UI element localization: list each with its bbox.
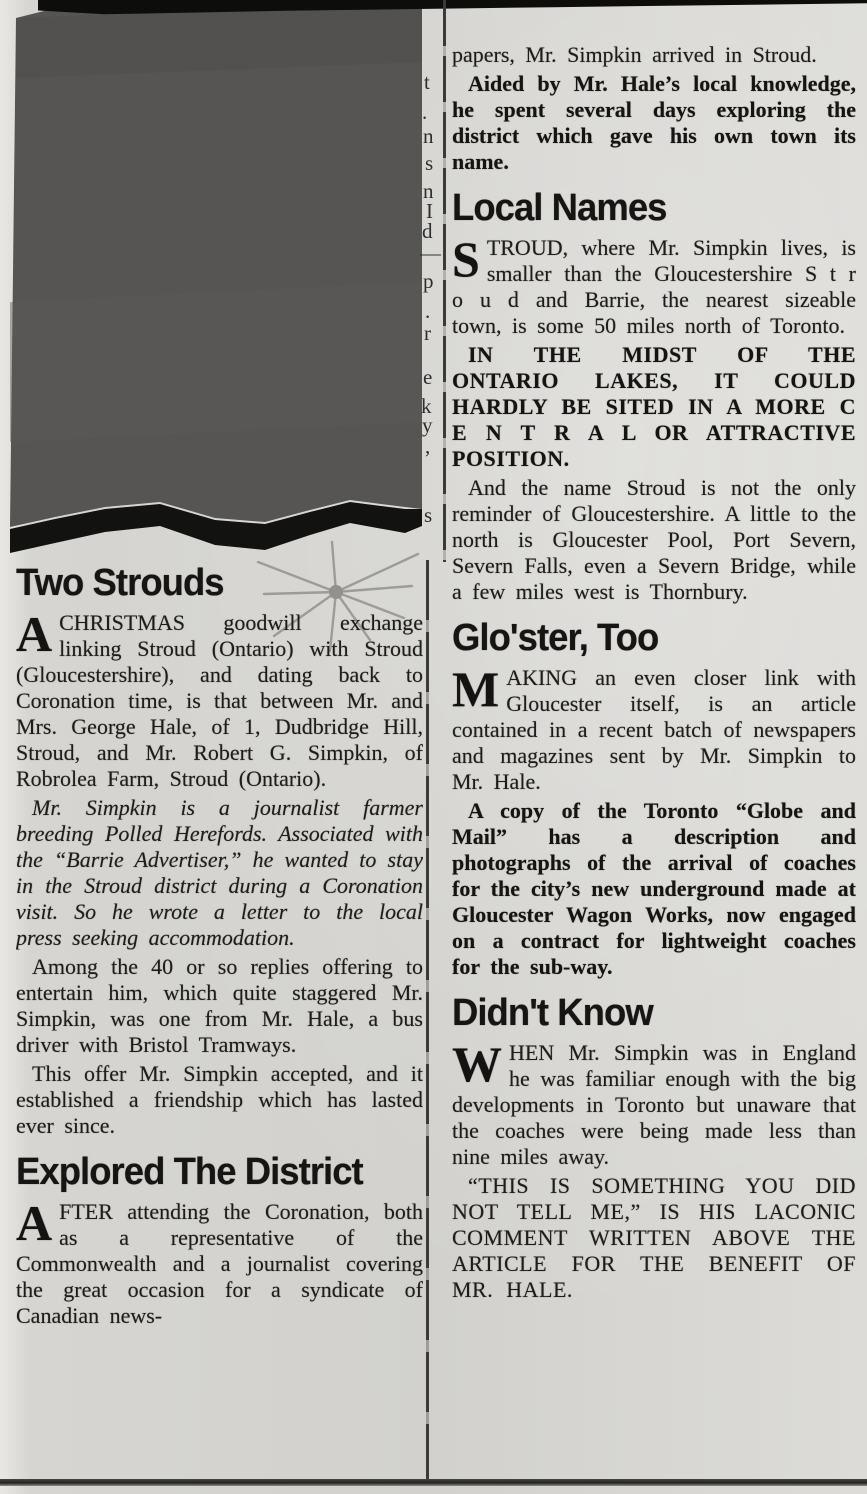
cut-text-fragment: t — [424, 70, 430, 94]
cut-text-fragment: I — [426, 199, 433, 223]
cut-text-fragment: s — [425, 151, 434, 175]
article-paragraph: papers, Mr. Simpkin arrived in Stroud. — [452, 42, 817, 67]
headline-explored-the-district: Explored The District — [16, 1151, 363, 1193]
drop-cap: S — [452, 231, 480, 287]
article-paragraph: A copy of the Toronto “Globe and Mail” has a description and photographs of the arrival of coaches for the city’s new underground made at Gloucester Wagon Works, now engaged on a contract for lightweight coaches for the sub-way. — [452, 798, 856, 979]
dark-paper — [10, 2, 422, 527]
drop-cap: W — [452, 1036, 502, 1092]
drop-cap: M — [452, 661, 500, 717]
cut-text-fragment: — — [420, 241, 441, 265]
article-paragraph: ACHRISTMAS goodwill exchange linking Stroud (Ontario) with Stroud (Gloucestershire), and dating back to Coronation time, is that between Mr. and Mrs. George Hale, of 1, Dudbridge Hill, Stroud, and Mr. Robert G. Simpkin, of Robrolea Farm, Stroud (Ontario). — [16, 606, 423, 791]
cut-text-fragment: . — [425, 299, 431, 323]
article-paragraph: Mr. Simpkin is a journalist farmer breeding Polled Herefords. Associated with the “Barrie Advertiser,” he wanted to stay in the Stroud district during a Coronation visit. So he wrote a letter to the local press seeking accommodation. — [16, 795, 423, 950]
cut-text-fragment: y — [422, 413, 433, 437]
cut-text-fragment: s — [424, 503, 433, 527]
drop-cap: A — [16, 1195, 53, 1251]
article-paragraph: MAKING an even closer link with Gloucester itself, is an article contained in a recent batch of newspapers and magazines sent by Mr. Simpkin to Mr. Hale. — [452, 661, 856, 794]
article-column-left — [16, 562, 423, 1482]
dark-photo-region — [10, 2, 422, 570]
cut-text-fragment: n — [423, 124, 434, 148]
article-paragraph: And the name Stroud is not the only reminder of Gloucestershire. A little to the north is Gloucester Pool, Port Severn, Severn Falls, even a Severn Bridge, while a few miles west is Thornbury. — [452, 475, 856, 604]
article-paragraph: AFTER attending the Coronation, both as a representative of the Commonwealth and a journalist covering the great occasion for a syndicate of Canadian news- — [16, 1195, 423, 1328]
cut-text-fragment: p — [423, 269, 434, 293]
article-paragraph: This offer Mr. Simpkin accepted, and it established a friendship which has lasted ever since. — [16, 1061, 423, 1138]
cut-text-fragment: , — [425, 434, 431, 458]
article-paragraph: Aided by Mr. Hale’s local knowledge, he spent several days exploring the district which gave his own town its name. — [452, 71, 856, 174]
cut-text-fragment: e — [423, 365, 433, 389]
bottom-edge-shadow — [0, 1479, 867, 1486]
headline-two-strouds: Two Strouds — [16, 562, 224, 604]
column-divider — [443, 0, 446, 562]
column-divider — [426, 560, 429, 1485]
headline-didn-t-know: Didn't Know — [452, 992, 653, 1034]
article-paragraph: IN THE MIDST OF THE ONTARIO LAKES, IT COULD HARDLY BE SITED IN A MORE C E N T R A L OR ATTRACTIVE POSITION. — [452, 342, 856, 471]
article-paragraph: STROUD, where Mr. Simpkin lives, is smaller than the Gloucestershire S t r o u d and Barrie, the nearest sizeable town, is some 50 miles north of Toronto. — [452, 231, 856, 338]
headline-local-names: Local Names — [452, 187, 667, 229]
article-paragraph: Among the 40 or so replies offering to entertain him, which quite staggered Mr. Simpkin, was one from Mr. Hale, a bus driver with Bristol Tramways. — [16, 954, 423, 1057]
drop-cap: A — [16, 606, 53, 662]
cut-text-fragment: n — [423, 179, 434, 203]
cut-text-fragment: r — [424, 321, 431, 345]
cut-text-fragment: d — [422, 219, 433, 243]
cut-text-fragment: . — [422, 100, 428, 124]
top-edge-shadow — [38, 0, 867, 15]
headline-glo-ster-too: Glo'ster, Too — [452, 617, 659, 659]
cut-text-fragment: k — [421, 394, 432, 418]
article-column-right — [452, 42, 856, 1482]
article-paragraph: “THIS IS SOMETHING YOU DID NOT TELL ME,” IS HIS LACONIC COMMENT WRITTEN ABOVE THE ARTICLE FOR THE BENEFIT OF MR. HALE. — [452, 1173, 856, 1302]
article-paragraph: WHEN Mr. Simpkin was in England he was familiar enough with the big developments in Toronto but unaware that the coaches were being made less than nine miles away. — [452, 1036, 856, 1169]
